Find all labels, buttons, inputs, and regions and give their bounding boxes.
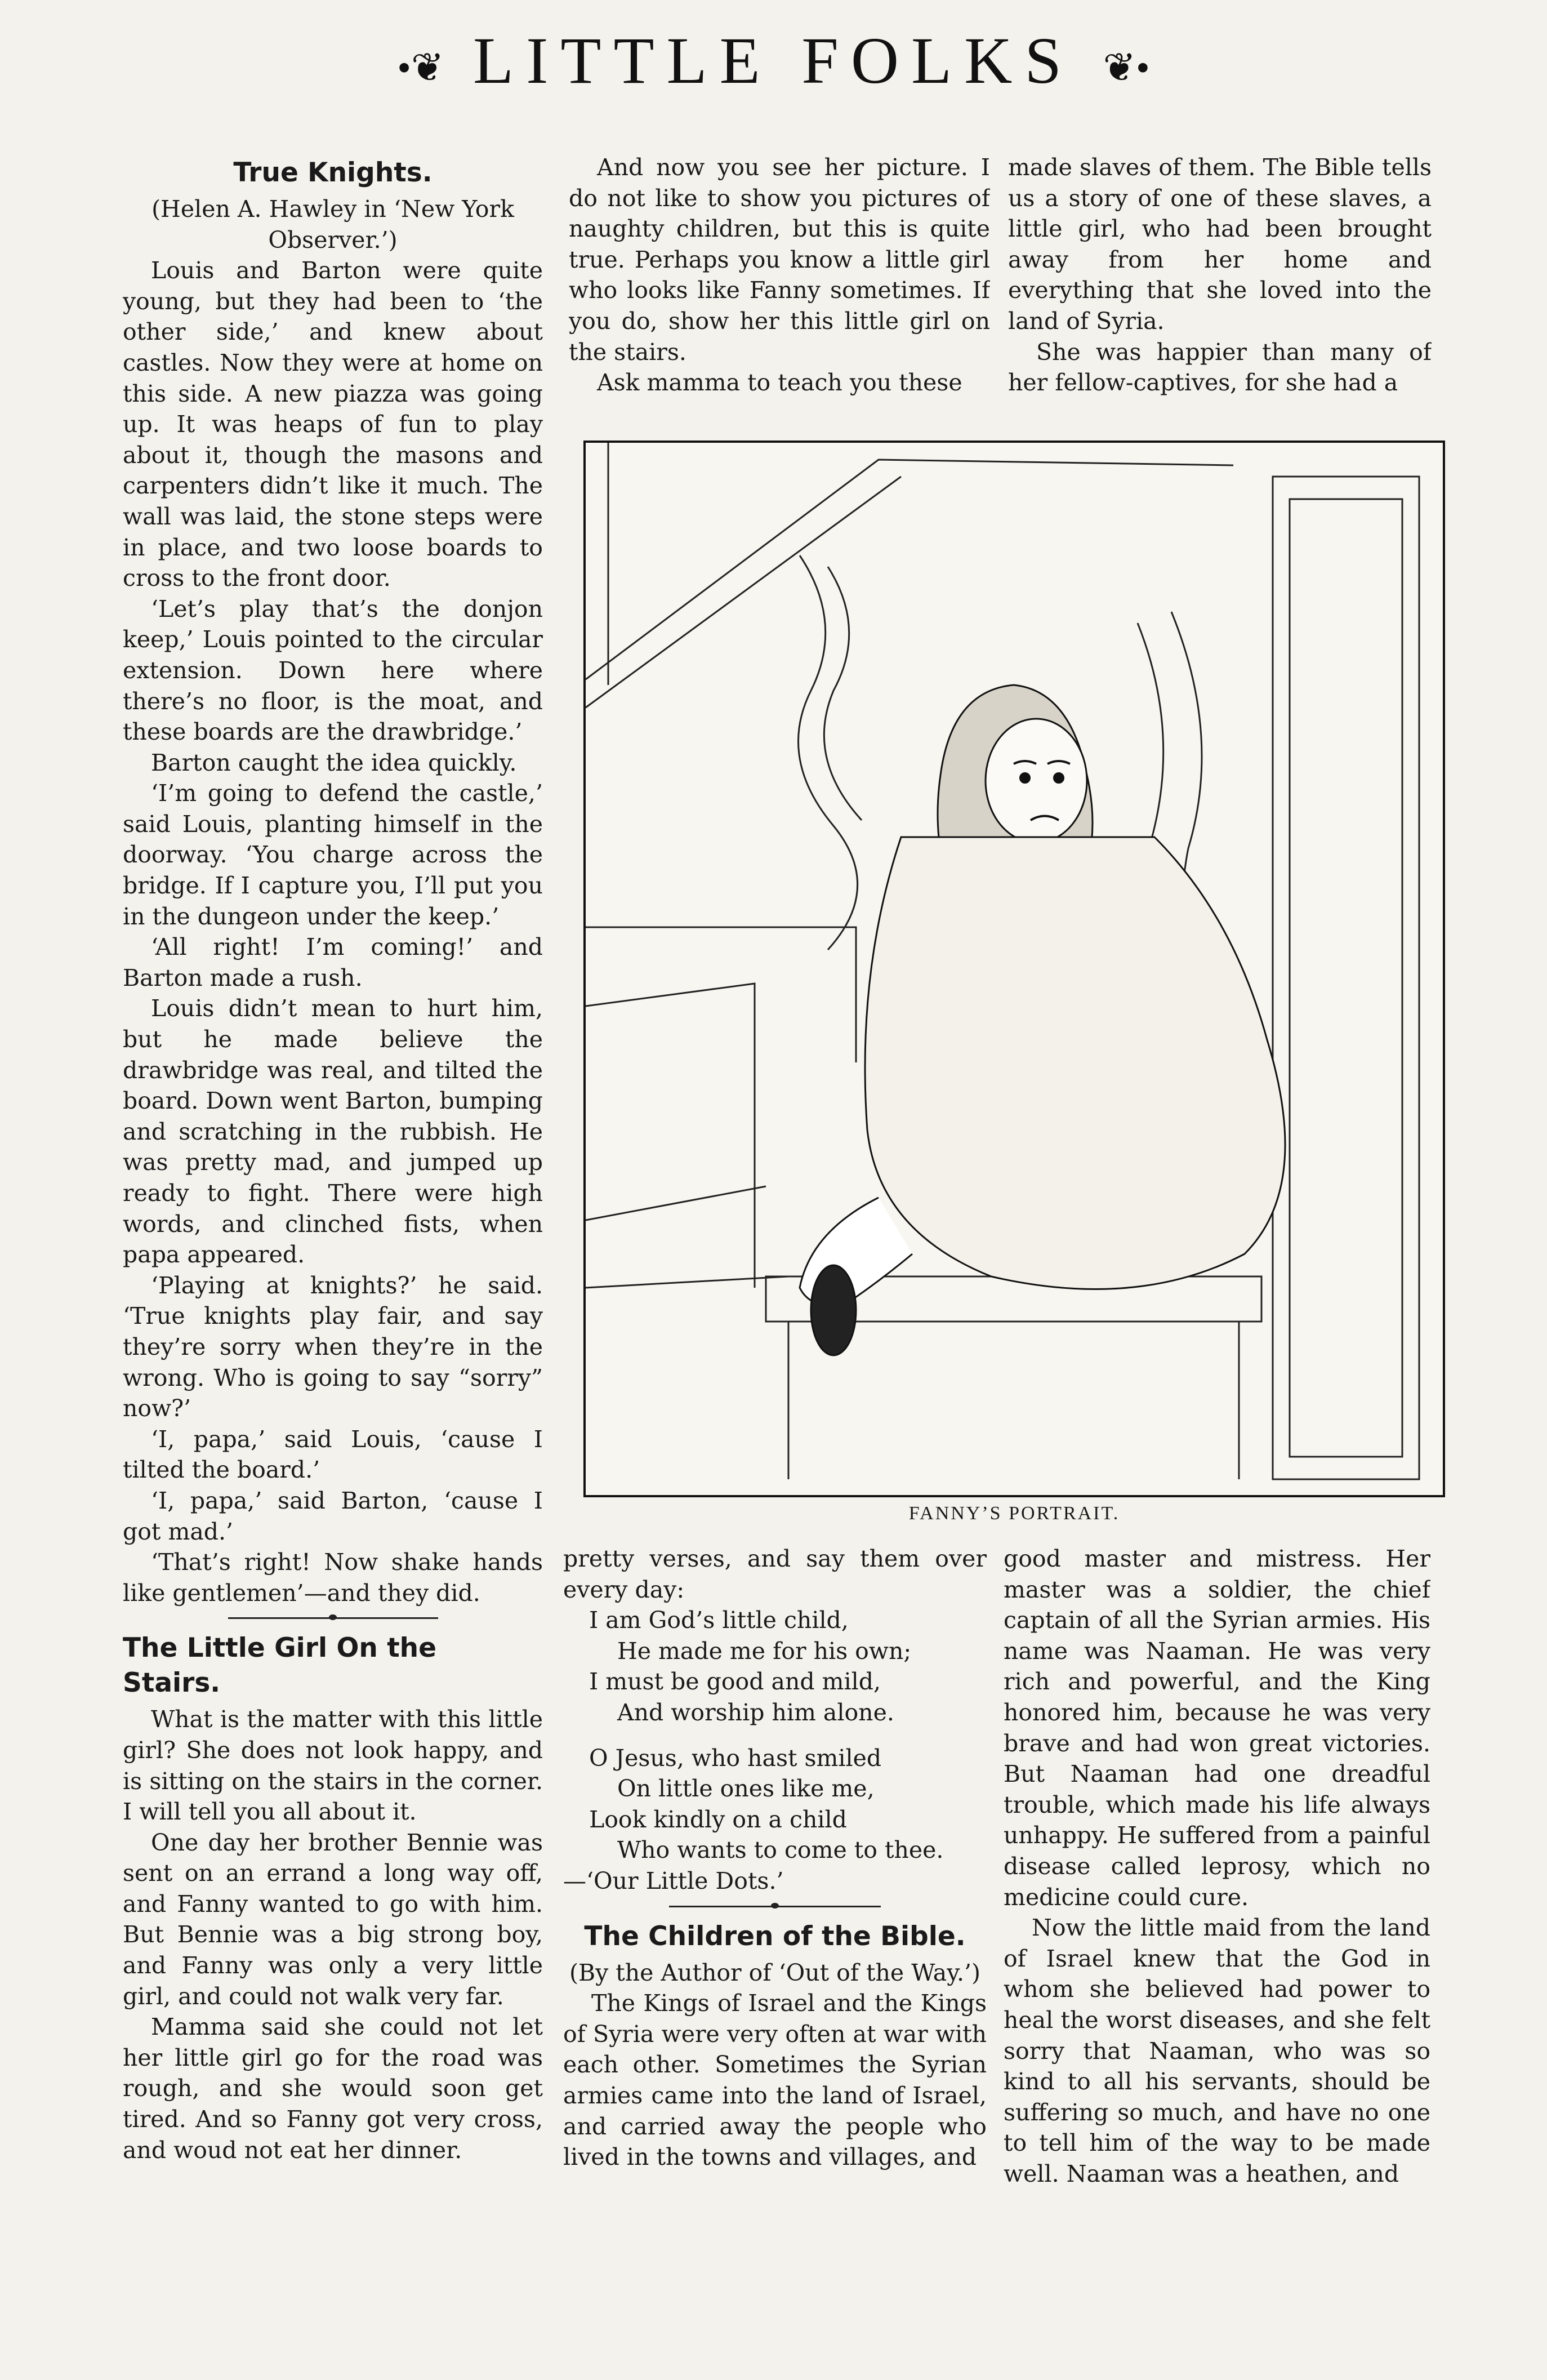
paragraph: ‘I’m going to defend the castle,’ said Louis, planting himself in the doorway. ‘You charge across the bridge. If I capture you, I’ll put you in the dungeon under the keep.’ [123,780,543,930]
paragraph: Ask mamma to teach you these [597,369,962,397]
paragraph: She was happier than many of her fellow-captives, for she had a [1008,338,1432,397]
paragraph: ‘Let’s play that’s the donjon keep,’ Louis pointed to the circular extension. Down here where there’s no floor, is the moat, and these boards are the drawbridge.’ [123,595,543,746]
verse-line: He made me for his own; [617,1637,912,1665]
paragraph: What is the matter with this little girl? She does not look happy, and is sitting on the stairs in the corner. I will tell you all about it. [123,1706,543,1826]
verse-line: O Jesus, who hast smiled [589,1744,882,1772]
masthead-title: LITTLE FOLKS [473,24,1074,97]
verse-line: Look kindly on a child [589,1805,847,1833]
paragraph: Barton caught the idea quickly. [151,749,517,776]
ornament-left: •❦ [397,46,444,90]
verse-line: I am God’s little child, [589,1607,849,1634]
column-1 [123,152,543,2265]
paragraph: made slaves of them. The Bible tells us a story of one of these slaves, a little girl, who had been brought away from her home and everything that she loved into the land of Syria. [1008,154,1432,335]
column-3-top [1008,152,1432,417]
paragraph: ‘All right! I’m coming!’ and Barton made a rush. [123,933,543,991]
heading-children-of-bible: The Children of the Bible. [584,1920,966,1952]
paragraph: Louis and Barton were quite young, but they had been to ‘the other side,’ and knew about castles. Now they were at home on this side. A new piazza was going up. It was heaps of fun to play about it, though the masons and carpenters didn’t like it much. The wall was laid, the stone steps were in place, and two loose boards to cross to the front door. [123,257,543,592]
verse-source: —‘Our Little Dots.’ [563,1867,784,1894]
paragraph: ‘I, papa,’ said Barton, ‘cause I got mad.’ [123,1487,543,1545]
paragraph: The Kings of Israel and the Kings of Syria were very often at war with each other. Sometimes the Syrian armies came into the land of Israel, and carried away the people who lived in the towns and villages, and [563,1990,987,2171]
heading-true-knights: True Knights. [233,157,433,188]
verse-line: On little ones like me, [617,1775,875,1803]
byline-children-of-bible: (By the Author of ‘Out of the Way.’) [569,1959,981,1986]
verse-line: And worship him alone. [617,1698,894,1726]
column-2-bottom [563,1543,987,2276]
byline-true-knights: (Helen A. Hawley in ‘New York Observer.’) [151,195,514,253]
engraving-image [586,443,1443,1495]
paragraph: Louis didn’t mean to hurt him, but he made believe the drawbridge was real, and tilted the board. Down went Barton, bumping and scratching in the rubbish. He was pretty mad, and jumped up ready to fight. There were high words, and clinched fists, when papa appeared. [123,995,543,1269]
figure-caption: FANNY’S PORTRAIT. [908,1503,1120,1524]
paragraph: Now the little maid from the land of Israel knew that the God in whom she believed had power to heal the worst diseases, and she felt sorry that Naaman, who was so kind to all his servants, should be suffering so much, and have no one to tell him of the way to be made well. Naaman was a heathen, and [1004,1914,1430,2187]
section-divider [123,1608,543,1627]
verse-line: I must be good and mild, [589,1668,881,1696]
heading-little-girl: The Little Girl On the Stairs. [123,1632,437,1699]
column-2-top [569,152,990,417]
column-3-bottom [1004,1543,1430,2276]
paragraph: pretty verses, and say them over every day: [563,1545,987,1603]
paragraph: Mamma said she could not let her little girl go for the road was rough, and she would soon get tired. And so Fanny got very cross, and woud not eat her dinner. [123,2013,543,2164]
paragraph: good master and mistress. Her master was a soldier, the chief captain of all the Syrian armies. His name was Naaman. He was very rich and powerful, and the King honored him, because he was very brave and had won great victories. But Naaman had one dreadful trouble, which made his life always unhappy. He suffered from a painful disease called leprosy, which no medicine could cure. [1004,1545,1430,1911]
section-divider [563,1897,987,1916]
paragraph: ‘I, papa,’ said Louis, ‘cause I tilted the board.’ [123,1425,543,1484]
paragraph: And now you see her picture. I do not like to show you pictures of naughty children, but this is quite true. Perhaps you know a little girl who looks like Fanny sometimes. If you do, show her this little girl on the stairs. [569,154,990,366]
paragraph: One day her brother Bennie was sent on an errand a long way off, and Fanny wanted to go with him. But Bennie was a big strong boy, and Fanny was only a very little girl, and could not walk very far. [123,1829,543,2010]
masthead [0,23,1547,99]
paragraph: ‘That’s right! Now shake hands like gentlemen’—and they did. [123,1549,543,1607]
fanny-portrait-illustration [583,441,1445,1497]
ornament-right: ❦• [1103,46,1150,90]
paragraph: ‘Playing at knights?’ he said. ‘True knights play fair, and say they’re sorry when they’re in the wrong. Who is going to say “sorry” now?’ [123,1271,543,1422]
verse-line: Who wants to come to thee. [617,1836,944,1864]
